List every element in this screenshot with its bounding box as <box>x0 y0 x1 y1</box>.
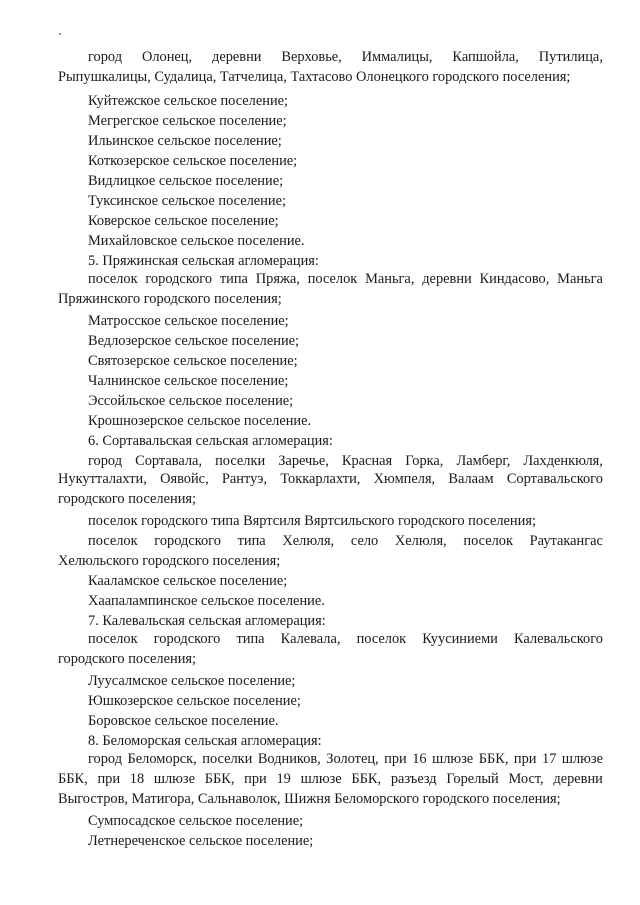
text-line: Хаапалампинское сельское поселение. <box>88 593 325 609</box>
word: деревни <box>422 271 472 287</box>
text-line: Кааламское сельское поселение; <box>88 573 288 589</box>
word: типа <box>219 271 248 287</box>
word: ББК, <box>204 771 235 787</box>
section-heading: 6. Сортавальская сельская агломерация: <box>88 433 333 449</box>
word: Заречье, <box>278 453 329 469</box>
word: поселок <box>463 533 513 549</box>
word: 17 <box>542 751 557 767</box>
word: Сортавала, <box>135 453 203 469</box>
word: городского <box>153 631 221 647</box>
word: Маньга <box>557 271 603 287</box>
word: Оявойс, <box>160 471 209 487</box>
word: Иммалицы, <box>361 49 433 65</box>
word: Валаам <box>448 471 494 487</box>
word: при <box>384 751 407 767</box>
text-line: Рыпушкалицы, Судалица, Татчелица, Тахтасово Олонецкого городского поселения; <box>58 69 571 85</box>
word: Ламберг, <box>456 453 511 469</box>
word: ББК, <box>478 751 509 767</box>
section-heading: 8. Беломорская сельская агломерация: <box>88 733 322 749</box>
word: Сортавальского <box>506 471 603 487</box>
text-line: Мегрегское сельское поселение; <box>88 113 287 129</box>
word: поселок <box>88 271 138 287</box>
word: Золотец, <box>326 751 379 767</box>
section-heading: 5. Пряжинская сельская агломерация: <box>88 253 319 269</box>
word: поселок <box>88 533 138 549</box>
text-line: Эссойльское сельское поселение; <box>88 393 294 409</box>
text-line: Хелюльского городского поселения; <box>58 553 281 569</box>
word: город <box>88 751 123 767</box>
text-line <box>58 470 603 490</box>
word: Горка, <box>405 453 444 469</box>
word: шлюзе <box>432 751 474 767</box>
word: Красная <box>341 453 393 469</box>
text-line <box>88 750 603 770</box>
word: поселок <box>307 271 358 287</box>
text-line: Ильинское сельское поселение; <box>88 133 282 149</box>
word: ББК, <box>58 771 88 787</box>
text-line <box>58 770 603 790</box>
text-line: Ведлозерское сельское поселение; <box>88 333 300 349</box>
scan-speck <box>59 33 61 35</box>
word: городского <box>154 533 221 549</box>
text-line: Видлицкое сельское поселение; <box>88 173 284 189</box>
word: типа <box>236 631 265 647</box>
text-line <box>88 270 603 290</box>
word: Пряжа, <box>255 271 300 287</box>
text-line: Туксинское сельское поселение; <box>88 193 286 209</box>
word: Горелый <box>446 771 499 787</box>
word: городского <box>145 271 213 287</box>
word: город <box>88 49 123 65</box>
text-line: поселок городского типа Вяртсиля Вяртсильского городского поселения; <box>88 513 536 529</box>
word: деревни <box>553 771 603 787</box>
text-line: Пряжинского городского поселения; <box>58 291 282 307</box>
text-line <box>88 532 603 552</box>
word: Рантуэ, <box>221 471 268 487</box>
word: Водников, <box>257 751 321 767</box>
word: Калевальского <box>514 631 603 647</box>
word: Хелюля, <box>394 533 447 549</box>
text-line: Выгостров, Матигора, Сальнаволок, Шижня Беломорского городского поселения; <box>58 791 561 807</box>
text-line: городского поселения; <box>58 491 197 507</box>
word: поселки <box>215 453 266 469</box>
word: Куусиниеми <box>422 631 498 647</box>
word: 18 <box>129 771 145 787</box>
word: 16 <box>412 751 427 767</box>
text-line: городского поселения; <box>58 651 197 667</box>
text-line <box>88 48 603 68</box>
text-line: Луусалмское сельское поселение; <box>88 673 296 689</box>
text-line: Крошнозерское сельское поселение. <box>88 413 312 429</box>
text-line: Чалнинское сельское поселение; <box>88 373 289 389</box>
word: Киндасово, <box>479 271 550 287</box>
word: типа <box>237 533 266 549</box>
word: Верховье, <box>281 49 342 65</box>
word: при <box>513 751 537 767</box>
word: Капшойла, <box>452 49 519 65</box>
word: ББК, <box>351 771 382 787</box>
text-line: Летнереченское сельское поселение; <box>88 833 314 849</box>
word: Олонец, <box>141 49 193 65</box>
word: город <box>88 453 123 469</box>
text-line <box>88 630 603 650</box>
word: Беломорск, <box>127 751 197 767</box>
word: Токкарлахти, <box>280 471 361 487</box>
word: шлюзе <box>153 771 195 787</box>
word: поселок <box>88 631 138 647</box>
word: 19 <box>276 771 291 787</box>
word: Раутакангас <box>529 533 603 549</box>
text-line: Коткозерское сельское поселение; <box>88 153 298 169</box>
word: Путилица, <box>538 49 603 65</box>
text-line: Михайловское сельское поселение. <box>88 233 305 249</box>
word: поселок <box>356 631 407 647</box>
word: Мост, <box>508 771 544 787</box>
text-line: Куйтежское сельское поселение; <box>88 93 289 109</box>
text-line: Боровское сельское поселение. <box>88 713 279 729</box>
word: при <box>97 771 121 787</box>
word: шлюзе <box>561 751 603 767</box>
text-line: Матросское сельское поселение; <box>88 313 289 329</box>
word: при <box>244 771 267 787</box>
text-line: Юшкозерское сельское поселение; <box>88 693 301 709</box>
word: деревни <box>212 49 262 65</box>
word: село <box>350 533 379 549</box>
word: Хелюля, <box>282 533 335 549</box>
word: Нукутталахти, <box>58 471 147 487</box>
word: Хюмпеля, <box>373 471 436 487</box>
text-line: Сумпосадское сельское поселение; <box>88 813 304 829</box>
text-line <box>88 452 603 472</box>
text-line: Коверское сельское поселение; <box>88 213 279 229</box>
word: поселки <box>202 751 253 767</box>
text-line: Святозерское сельское поселение; <box>88 353 298 369</box>
word: шлюзе <box>300 771 342 787</box>
word: Калевала, <box>280 631 341 647</box>
word: Маньга, <box>365 271 415 287</box>
word: Лахденкюля, <box>523 453 603 469</box>
section-heading: 7. Калевальская сельская агломерация: <box>88 613 326 629</box>
word: разъезд <box>390 771 437 787</box>
